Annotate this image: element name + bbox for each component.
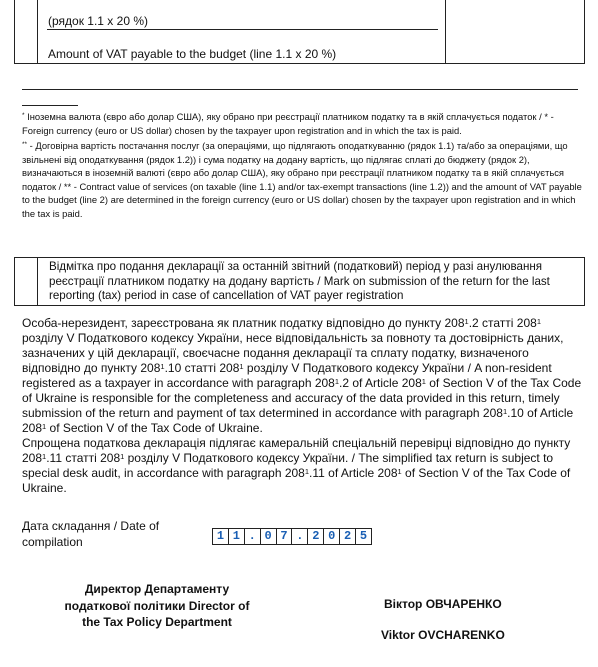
table-column-number — [15, 0, 38, 63]
date-digit-box[interactable]: 1 — [228, 528, 245, 545]
table-divider — [47, 29, 438, 30]
date-digit-box[interactable]: 1 — [212, 528, 229, 545]
date-field[interactable] — [213, 528, 372, 545]
date-separator-box: . — [291, 528, 308, 545]
footnote-2: ** - Договірна вартість постачання послуг (за операціями, що підлягають оподаткуванню (рядок 1.1) та/або за операціями, що звільнені від оподаткування (рядок 1.2)) і сума податку на додану вартість, що підлягає сплаті до бюджету (рядок 2), визначаються в іноземній валюті (євро або долар США), яку обрано при реєстрації платником податку та в якій сплачується податок / ** - Contract value of services (on taxable (line 1.1) and/or tax-exempt transactions (line 1.2)) and the amount of VAT payable to the budget (line 2) are determined in the foreign currency (euro or US dollar) chosen by the taxpayer upon registration and in which the tax is paid. — [22, 140, 582, 219]
audit-paragraph: Спрощена податкова декларація підлягає камеральній спеціальній перевірці відповідно до пункту $208^1.11$ статті $208^1$ розділу V Податкового кодексу України. / The simplified tax return is subject to special desk audit, in accordance with paragraph $208^1.11$ of Article $208^1$ of Section V of the Tax Code of Ukraine. — [22, 436, 571, 495]
date-digit-box[interactable]: 0 — [323, 528, 340, 545]
footnote-rule — [22, 105, 78, 106]
date-digit-box[interactable]: 2 — [339, 528, 356, 545]
date-digit-box[interactable]: 5 — [355, 528, 372, 545]
separator-line — [22, 89, 578, 90]
date-digit-box[interactable]: 0 — [260, 528, 277, 545]
cancellation-mark-label: Відмітка про подання декларації за останній звітний (податковий) період у разі анулювання реєстрації платником податку на додану вартість / Mark on submission of the return for the last reporting (tax) period in case of cancellation of VAT payer registration — [49, 260, 550, 303]
footnotes — [22, 110, 582, 222]
vat-row-label-en: Amount of VAT payable to the budget (line 1.1 x 20 %) — [48, 47, 337, 61]
signatory-name-en: Viktor OVCHARENKO — [381, 628, 505, 642]
signatory-title: Директор Департаменту податкової політики Director of the Tax Policy Department — [64, 582, 250, 629]
date-label: Дата складання / Date of compilation — [22, 519, 160, 549]
responsibility-statement — [22, 316, 582, 496]
date-digit-box[interactable]: 7 — [276, 528, 293, 545]
vat-table-fragment — [14, 0, 585, 64]
responsibility-paragraph: Особа-нерезидент, зареєстрована як платник податку відповідно до пункту $208^1.2$ статті $208^1$ розділу V Податкового кодексу України, несе відповідальність за повноту та достовірність даних, зазначених у цій декларації, своєчасне подання декларації та сплату податку, визначеного відповідно до пункту $208^1.10$ статті $208^1$ розділу V Податкового кодексу України / A non-resident registered as a taxpayer in accordance with paragraph $208^1.2$ of Article $208^1$ of Section V of the Tax Code of Ukraine is responsible for the completeness and accuracy of the data provided in this return, timely submission of the return and payment of tax determined in accordance with paragraph $208^1.10$ of Article $208^1$ of Section V of the Tax Code of Ukraine. — [22, 316, 582, 435]
date-separator-box: . — [244, 528, 261, 545]
table-column-value — [445, 0, 446, 63]
date-digit-box[interactable]: 2 — [307, 528, 324, 545]
vat-row-label-uk: (рядок 1.1 х 20 %) — [48, 14, 148, 28]
mark-checkbox-cell[interactable] — [37, 258, 38, 305]
signatory-name-uk: Віктор ОВЧАРЕНКО — [384, 597, 502, 611]
footnote-1: * Іноземна валюта (євро або долар США), яку обрано при реєстрації платником податку та в якій сплачується податок / * - Foreign currency (euro or US dollar) chosen by the taxpayer upon registration and in which the tax is paid. — [22, 111, 554, 136]
cancellation-mark-box — [14, 257, 585, 306]
